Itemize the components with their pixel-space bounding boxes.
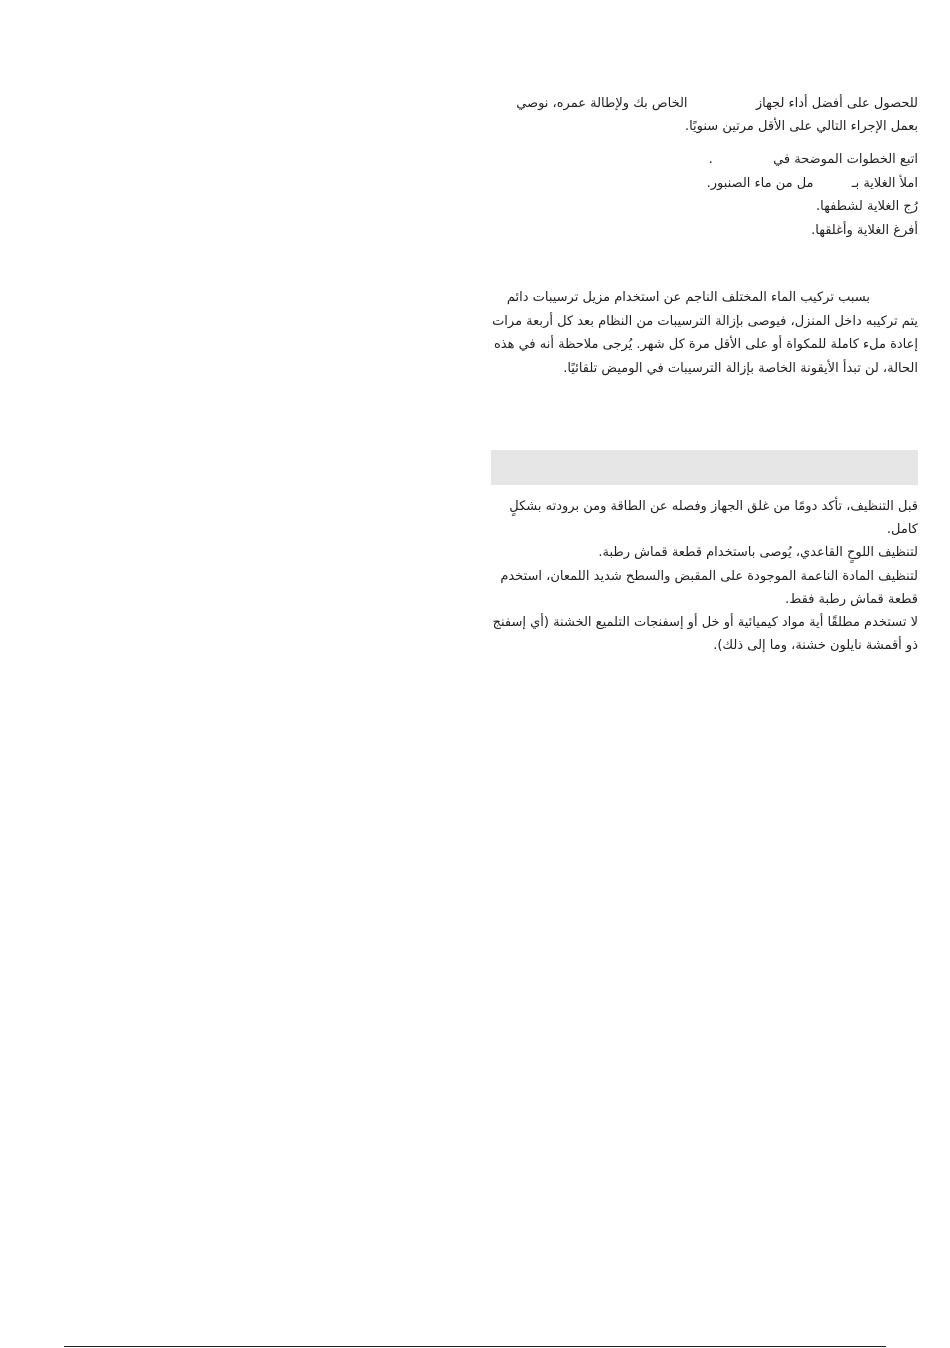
step-text: أفرغ الغلاية وأغلقها. — [811, 222, 918, 238]
list-item — [492, 611, 918, 657]
intro-paragraph — [492, 92, 918, 138]
decalcification-paragraph — [492, 286, 918, 380]
list-item — [492, 219, 918, 243]
decalcification-text: بسبب تركيب الماء المختلف الناجم عن استخدام مزيل ترسيبات دائم يتم تركيبه داخل المنزل، فيوصى بإزالة الترسيبات من النظام بعد كل أربعة مرات إعادة ملء كاملة للمكواة أو على الأقل مرة كل شهر. يُرجى ملاحظة أنه في هذه الحالة، لن تبدأ الأيقونة الخاصة بإزالة الترسيبات في الوميض تلقائيًا. — [492, 290, 918, 376]
rinse-steps-list — [492, 148, 938, 242]
list-item — [492, 541, 918, 564]
cleaning-text: لا تستخدم مطلقًا أية مواد كيميائية أو خل أو إسفنجات التلميع الخشنة (أي إسفنج ذو أقمشة نايلون خشنة، وما إلى ذلك). — [492, 615, 918, 654]
footer-divider — [64, 1346, 886, 1347]
list-item — [492, 195, 918, 219]
cleaning-text: قبل التنظيف، تأكد دومًا من غلق الجهاز وفصله عن الطاقة ومن برودته بشكلٍ كامل. — [509, 499, 918, 538]
cleaning-text: لتنظيف اللوحٍ القاعدي، يُوصى باستخدام قطعة قماش رطبة. — [598, 545, 918, 561]
step-text-end: . — [708, 152, 713, 167]
step-text: اتبع الخطوات الموضحة في — [773, 152, 918, 167]
step-text-end: مل من ماء الصنبور. — [706, 175, 814, 191]
list-item — [492, 565, 918, 611]
intro-text-1: للحصول على أفضل أداء لجهاز — [755, 96, 918, 111]
intro-text-2: الخاص بك ولإطالة عمره، نوصي بعمل الإجراء التالي على الأقل مرتين سنويًا. — [516, 96, 918, 134]
step-text: املأ الغلاية بـ — [851, 175, 918, 191]
cleaning-text: لتنظيف المادة الناعمة الموجودة على المقبض والسطح شديد اللمعان، استخدم قطعة قماش رطبة فقط. — [500, 568, 918, 607]
list-item — [492, 495, 918, 541]
list-item — [492, 172, 918, 196]
cleaning-list — [492, 495, 938, 657]
list-item — [492, 148, 918, 172]
step-text: رُج الغلاية لشطفها. — [815, 199, 918, 214]
section-header-bar — [491, 450, 918, 485]
